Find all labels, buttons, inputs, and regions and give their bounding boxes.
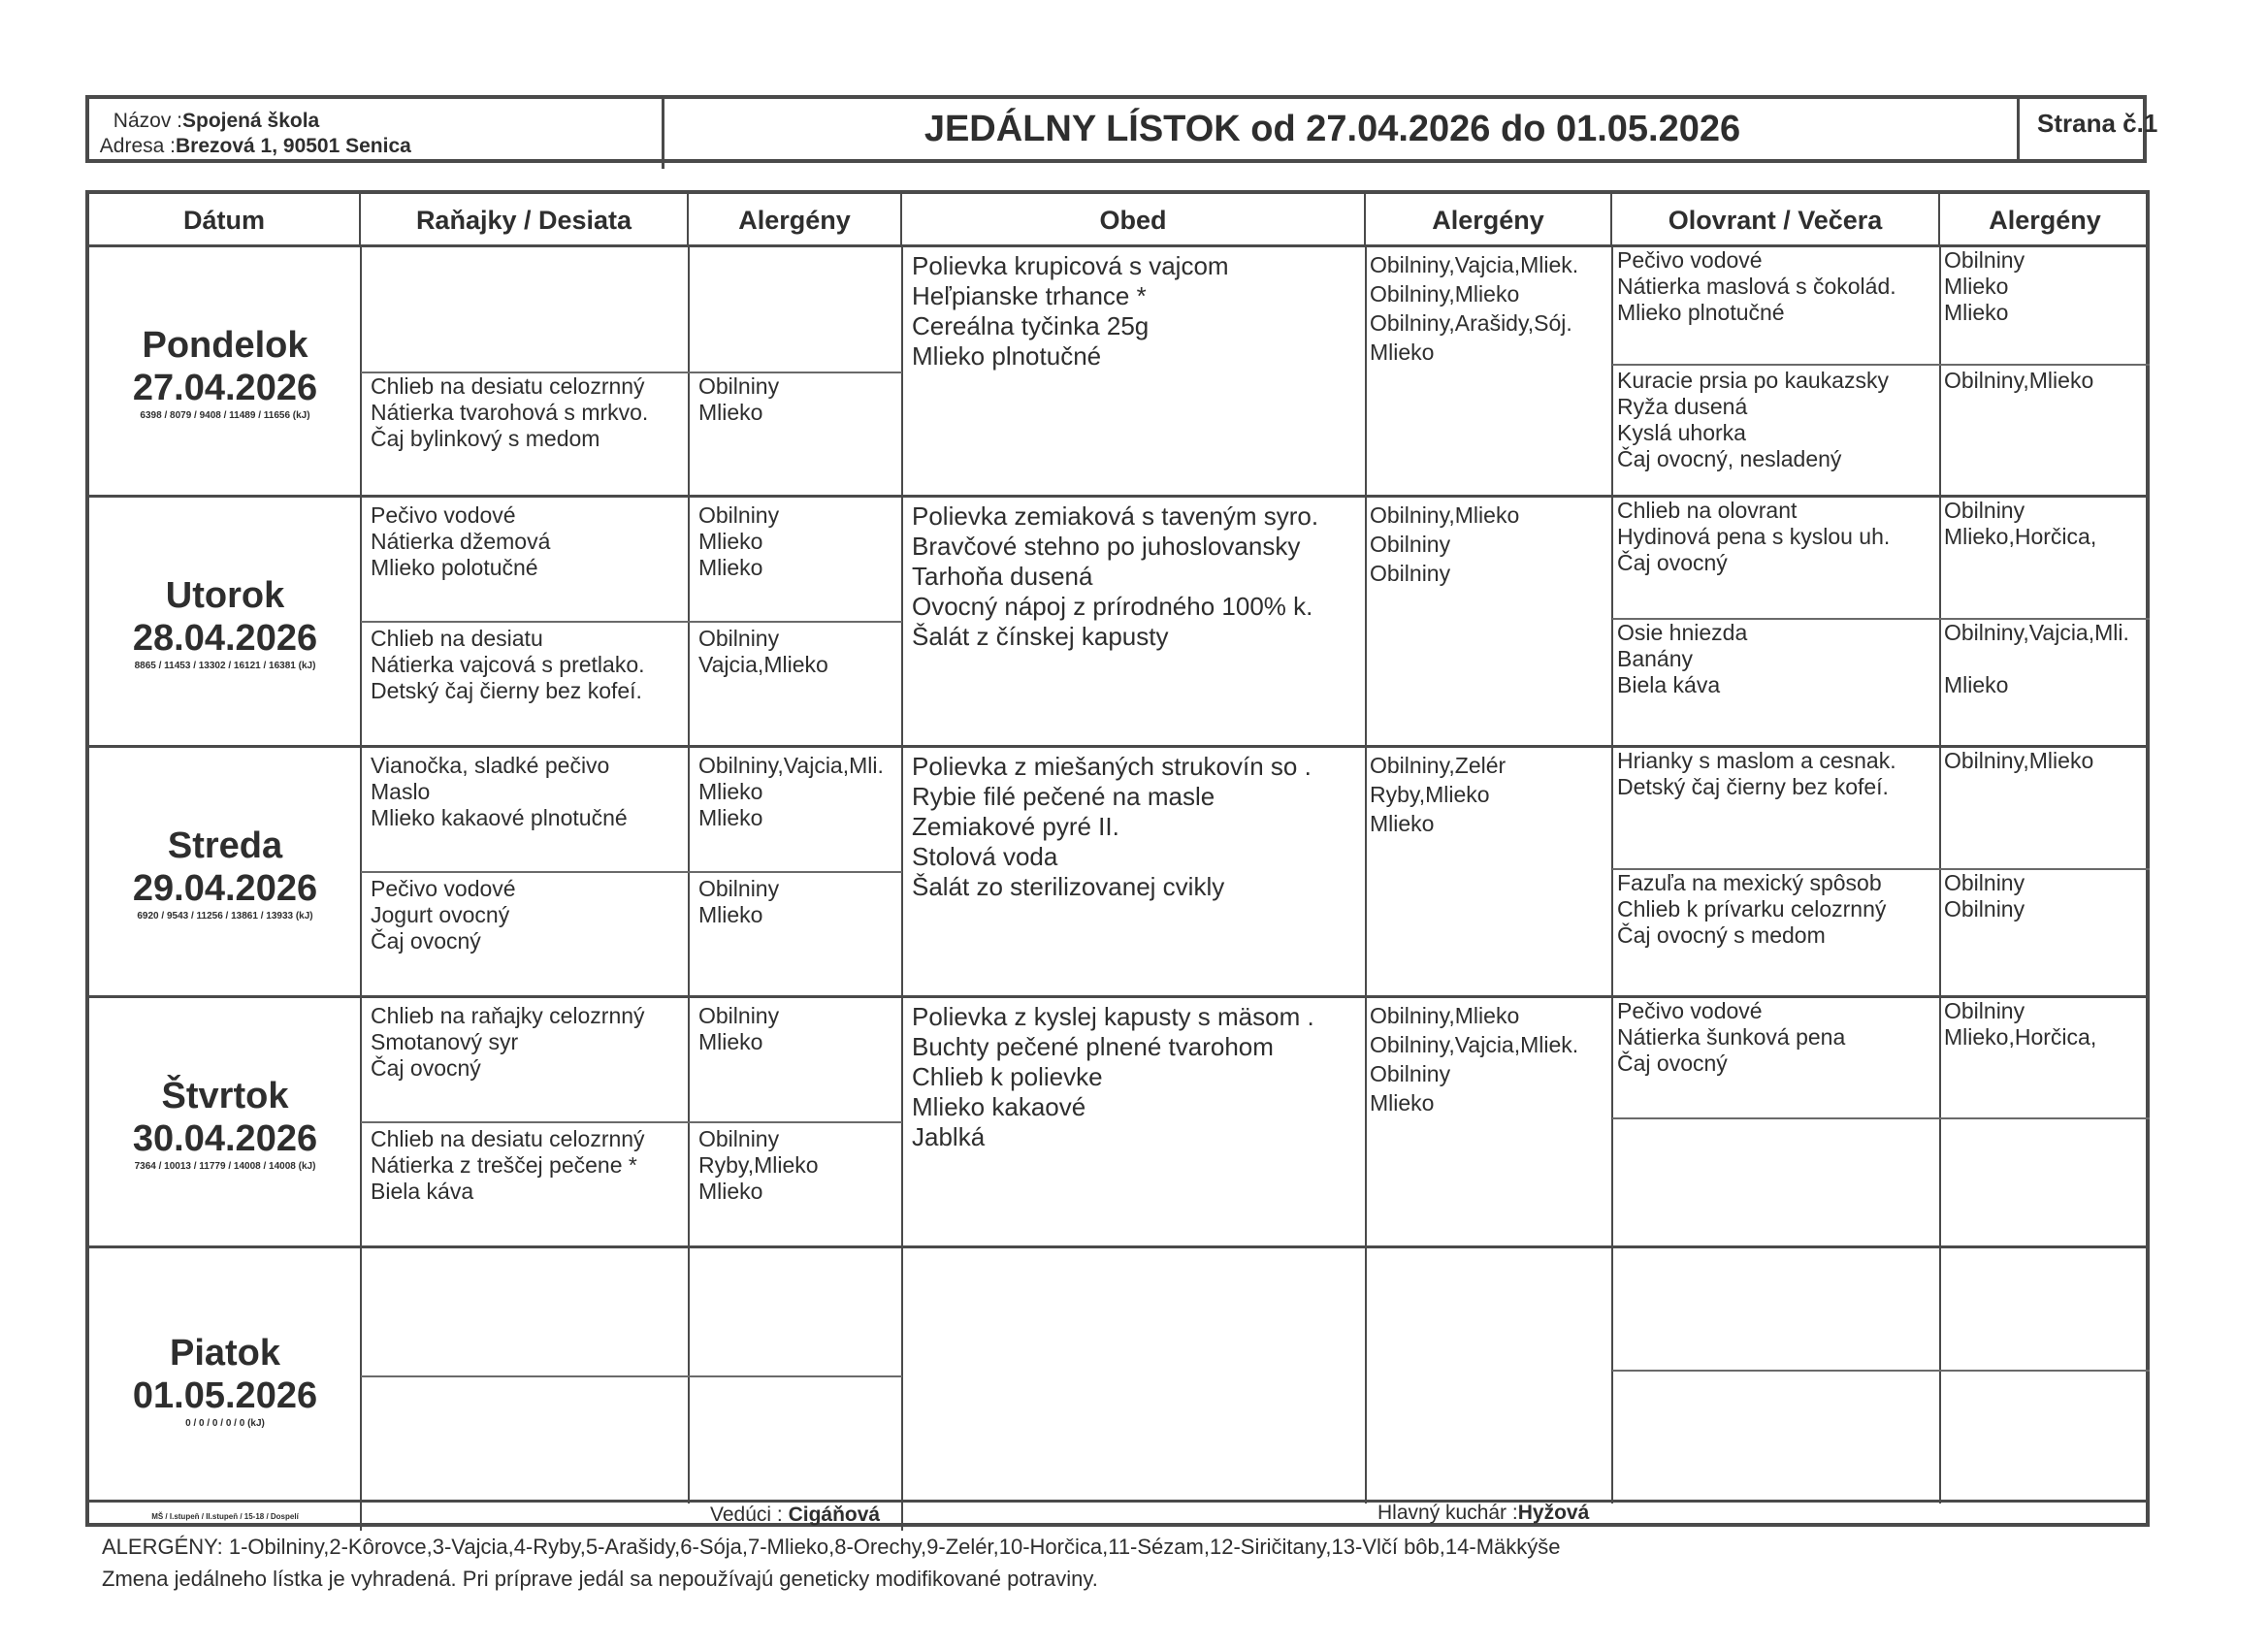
breakfast-allergens-line: Mlieko [698, 779, 763, 804]
lunch-items [912, 1002, 1314, 1152]
menu-note: Zmena jedálneho lístka je vyhradená. Pri príprave jedál sa nepoužívajú geneticky modifikované potraviny. [102, 1567, 1098, 1591]
breakfast-items-line: Vianočka, sladké pečivo [371, 753, 610, 778]
snack-allergens [698, 626, 828, 678]
breakfast-allergens-line: Mlieko [698, 1029, 763, 1054]
olovrant-items-line: Čaj ovocný [1617, 1051, 1728, 1076]
dinner-allergens [1944, 620, 2129, 698]
breakfast-items [371, 1003, 645, 1082]
page-number: Strana č.1 [2037, 109, 2158, 138]
snack-items-line: Biela káva [371, 1179, 474, 1204]
lunch-items-line: Polievka krupicová s vajcom [912, 251, 1229, 280]
day-cell [89, 1331, 361, 1432]
lunch-items-line: Tarhoňa dusená [912, 562, 1093, 591]
breakfast-allergens-line: Obilniny [698, 1003, 780, 1028]
dinner-items [1617, 870, 1886, 949]
day-name: Pondelok [142, 325, 308, 366]
olovrant-items-line: Pečivo vodové [1617, 247, 1763, 273]
document-header [85, 95, 2158, 163]
olovrant-items [1617, 748, 1896, 800]
breakfast-items-line: Pečivo vodové [371, 502, 516, 528]
lunch-items-line: Stolová voda [912, 842, 1058, 871]
col-header-snack: Olovrant / Večera [1612, 194, 1940, 247]
snack-items [371, 373, 648, 452]
chef-name: Hyžová [1517, 1502, 1590, 1524]
olovrant-items-line: Mlieko plnotučné [1617, 300, 1785, 325]
col-header-allergens-1: Alergény [689, 194, 902, 247]
lunch-items-line: Heľpianske trhance * [912, 281, 1147, 310]
lunch-items-line: Rybie filé pečené na masle [912, 782, 1215, 811]
dinner-allergens [1944, 870, 2025, 922]
olovrant-allergens-line: Mlieko,Horčica, [1944, 524, 2097, 549]
lunch-items-line: Zemiakové pyré II. [912, 812, 1119, 841]
page-title: JEDÁLNY LÍSTOK od 27.04.2026 do 01.05.2026 [648, 99, 2020, 159]
breakfast-items-line: Mlieko polotučné [371, 555, 538, 580]
snack-items-line: Pečivo vodové [371, 876, 516, 901]
day-date: 29.04.2026 [132, 868, 318, 909]
lunch-items [912, 251, 1229, 372]
lunch-items-line: Buchty pečené plnené tvarohom [912, 1032, 1274, 1061]
olovrant-allergens [1944, 247, 2025, 326]
school-address: Brezová 1, 90501 Senica [176, 135, 411, 157]
lunch-allergens-line: Obilniny [1370, 561, 1451, 586]
school-info [89, 99, 664, 169]
olovrant-items [1617, 498, 1890, 576]
olovrant-allergens-line: Obilniny,Mlieko [1944, 748, 2094, 773]
snack-allergens [698, 1126, 819, 1205]
col-header-allergens-3: Alergény [1940, 194, 2150, 247]
snack-items [371, 876, 516, 954]
col-header-breakfast: Raňajky / Desiata [361, 194, 689, 247]
olovrant-allergens-line: Obilniny [1944, 498, 2025, 523]
snack-items-line: Čaj ovocný [371, 928, 481, 954]
day-date: 28.04.2026 [132, 618, 318, 659]
olovrant-items-line: Nátierka šunková pena [1617, 1024, 1846, 1050]
lunch-allergens [1370, 751, 1506, 838]
day-kj: 7364 / 10013 / 11779 / 14008 / 14008 (kJ) [134, 1161, 316, 1172]
lunch-items-line: Ovocný nápoj z prírodného 100% k. [912, 592, 1313, 621]
snack-items-line: Nátierka z treščej pečene * [371, 1152, 637, 1178]
dinner-items-line: Čaj ovocný, nesladený [1617, 446, 1842, 471]
dinner-items-line: Chlieb k prívarku celozrnný [1617, 896, 1887, 922]
breakfast-items-line: Chlieb na raňajky celozrnný [371, 1003, 645, 1028]
dinner-items-line: Kyslá uhorka [1617, 420, 1746, 445]
day-kj: 6398 / 8079 / 9408 / 11489 / 11656 (kJ) [140, 410, 310, 421]
olovrant-allergens-line: Mlieko [1944, 300, 2009, 325]
lunch-allergens-line: Mlieko [1370, 1090, 1435, 1116]
olovrant-items [1617, 247, 1896, 326]
lunch-allergens-line: Mlieko [1370, 811, 1435, 836]
dinner-items-line: Biela káva [1617, 672, 1721, 697]
menu-table [85, 190, 2150, 1527]
col-header-date: Dátum [89, 194, 361, 247]
day-name: Streda [167, 825, 283, 866]
dinner-allergens [1944, 368, 2093, 394]
olovrant-items-line: Čaj ovocný [1617, 550, 1728, 575]
breakfast-allergens [698, 502, 779, 581]
day-cell [89, 1074, 361, 1175]
snack-items-line: Chlieb na desiatu celozrnný [371, 1126, 645, 1151]
day-date: 27.04.2026 [132, 368, 318, 408]
day-name: Utorok [165, 575, 285, 616]
dinner-items-line: Ryža dusená [1617, 394, 1748, 419]
snack-items-line: Čaj bylinkový s medom [371, 426, 600, 451]
breakfast-items-line: Smotanový syr [371, 1029, 519, 1054]
day-date: 30.04.2026 [132, 1118, 318, 1159]
col-header-lunch: Obed [902, 194, 1366, 247]
col-header-allergens-2: Alergény [1366, 194, 1612, 247]
day-kj: 0 / 0 / 0 / 0 / 0 (kJ) [185, 1418, 265, 1429]
dinner-items [1617, 620, 1747, 698]
lunch-allergens-line: Obilniny,Mlieko [1370, 1003, 1520, 1028]
snack-allergens [698, 876, 779, 928]
lunch-items-line: Polievka z miešaných strukovín so . [912, 752, 1312, 781]
dinner-items-line: Čaj ovocný s medom [1617, 922, 1826, 948]
olovrant-items-line: Chlieb na olovrant [1617, 498, 1798, 523]
lunch-allergens-line: Obilniny,Mlieko [1370, 502, 1520, 528]
lunch-items-line: Mlieko kakaové [912, 1092, 1086, 1121]
lunch-allergens-line: Mlieko [1370, 340, 1435, 365]
snack-items-line: Chlieb na desiatu [371, 626, 543, 651]
dinner-allergens-line: Mlieko [1944, 672, 2009, 697]
olovrant-items-line: Pečivo vodové [1617, 998, 1763, 1023]
snack-allergens-line: Obilniny [698, 876, 780, 901]
dinner-items-line: Osie hniezda [1617, 620, 1748, 645]
chef-label: Hlavný kuchár : [1377, 1502, 1518, 1524]
breakfast-allergens-line: Obilniny [698, 502, 780, 528]
snack-allergens-line: Mlieko [698, 400, 763, 425]
lunch-allergens [1370, 501, 1519, 588]
lunch-allergens-line: Obilniny,Arašidy,Sój. [1370, 310, 1572, 336]
breakfast-items-line: Čaj ovocný [371, 1055, 481, 1081]
lunch-items-line: Polievka z kyslej kapusty s mäsom . [912, 1002, 1314, 1031]
school-name: Spojená škola [182, 110, 320, 132]
dinner-allergens-line: Obilniny [1944, 896, 2025, 922]
dinner-allergens-line [1944, 646, 2129, 672]
dinner-items-line: Fazuľa na mexický spôsob [1617, 870, 1882, 895]
day-kj: 6920 / 9543 / 11256 / 13861 / 13933 (kJ) [137, 911, 313, 922]
snack-allergens-line: Mlieko [698, 902, 763, 927]
lunch-allergens-line: Obilniny,Mlieko [1370, 281, 1520, 307]
lunch-items-line: Polievka zemiaková s taveným syro. [912, 501, 1319, 531]
dinner-allergens-line: Obilniny [1944, 870, 2025, 895]
snack-allergens-line: Obilniny [698, 626, 780, 651]
breakfast-items-line: Mlieko kakaové plnotučné [371, 805, 628, 830]
day-name: Štvrtok [161, 1076, 289, 1116]
lunch-allergens [1370, 250, 1578, 367]
snack-items-line: Jogurt ovocný [371, 902, 510, 927]
snack-allergens-line: Obilniny [698, 1126, 780, 1151]
snack-items-line: Nátierka tvarohová s mrkvo. [371, 400, 649, 425]
name-label: Názov : [113, 110, 182, 132]
day-name: Piatok [169, 1333, 281, 1374]
allergen-legend: ALERGÉNY: 1-Obilniny,2-Kôrovce,3-Vajcia,4-Ryby,5-Arašidy,6-Sója,7-Mlieko,8-Orechy,9-Zelér,10-Horčica,11-Sézam,12-Siričitany,13-Vlčí bôb,14-Mäkkýše [102, 1535, 1561, 1559]
olovrant-allergens [1944, 498, 2096, 550]
manager-signature [710, 1504, 880, 1527]
day-cell [89, 323, 361, 424]
breakfast-items-line: Nátierka džemová [371, 529, 551, 554]
lunch-allergens-line: Obilniny,Vajcia,Mliek. [1370, 1032, 1579, 1057]
olovrant-allergens [1944, 748, 2093, 774]
snack-items-line: Chlieb na desiatu celozrnný [371, 373, 645, 399]
snack-allergens-line: Obilniny [698, 373, 780, 399]
day-cell [89, 573, 361, 674]
chef-signature [1377, 1502, 1589, 1525]
olovrant-items-line: Hrianky s maslom a cesnak. [1617, 748, 1896, 773]
day-cell [89, 824, 361, 924]
lunch-items-line: Bravčové stehno po juhoslovansky [912, 532, 1301, 561]
lunch-allergens-line: Ryby,Mlieko [1370, 782, 1490, 807]
olovrant-allergens-line: Mlieko [1944, 274, 2009, 299]
manager-label: Vedúci : [710, 1504, 783, 1526]
lunch-items-line: Jablká [912, 1122, 986, 1151]
snack-allergens-line: Mlieko [698, 1179, 763, 1204]
dinner-items-line: Banány [1617, 646, 1694, 671]
lunch-allergens-line: Obilniny [1370, 1061, 1451, 1086]
breakfast-items [371, 753, 628, 831]
olovrant-items-line: Nátierka maslová s čokolád. [1617, 274, 1896, 299]
dinner-allergens-line: Obilniny,Vajcia,Mli. [1944, 620, 2129, 645]
breakfast-allergens-line: Obilniny,Vajcia,Mli. [698, 753, 884, 778]
breakfast-allergens-line: Mlieko [698, 555, 763, 580]
breakfast-allergens-line: Mlieko [698, 529, 763, 554]
snack-items-line: Nátierka vajcová s pretlako. [371, 652, 645, 677]
lunch-allergens-line: Obilniny [1370, 532, 1451, 557]
snack-items-line: Detský čaj čierny bez kofeí. [371, 678, 642, 703]
lunch-items-line: Šalát z čínskej kapusty [912, 622, 1169, 651]
olovrant-allergens [1944, 998, 2096, 1051]
lunch-items-line: Šalát zo sterilizovanej cvikly [912, 872, 1225, 901]
dinner-allergens-line: Obilniny,Mlieko [1944, 368, 2094, 393]
lunch-allergens [1370, 1001, 1578, 1117]
olovrant-allergens-line: Obilniny [1944, 247, 2025, 273]
breakfast-allergens [698, 1003, 779, 1055]
snack-items [371, 626, 645, 704]
snack-allergens-line: Ryby,Mlieko [698, 1152, 819, 1178]
olovrant-allergens-line: Obilniny [1944, 998, 2025, 1023]
olovrant-items-line: Hydinová pena s kyslou uh. [1617, 524, 1891, 549]
breakfast-items-line: Maslo [371, 779, 431, 804]
day-kj: 8865 / 11453 / 13302 / 16121 / 16381 (kJ) [134, 661, 316, 671]
lunch-allergens-line: Obilniny,Vajcia,Mliek. [1370, 252, 1579, 277]
day-date: 01.05.2026 [132, 1375, 318, 1416]
breakfast-allergens-line: Mlieko [698, 805, 763, 830]
lunch-items-line: Cereálna tyčinka 25g [912, 311, 1150, 340]
breakfast-items [371, 502, 550, 581]
lunch-items [912, 752, 1312, 902]
dinner-items [1617, 368, 1889, 472]
breakfast-allergens [698, 753, 884, 831]
snack-items [371, 1126, 645, 1205]
dinner-items-line: Kuracie prsia po kaukazsky [1617, 368, 1889, 393]
target-groups: MŠ / I.stupeň / II.stupeň / 15-18 / Dospelí [151, 1512, 299, 1521]
lunch-allergens-line: Obilniny,Zelér [1370, 753, 1507, 778]
lunch-items-line: Mlieko plnotučné [912, 341, 1102, 371]
lunch-items [912, 501, 1318, 652]
manager-name: Cigáňová [788, 1504, 881, 1526]
olovrant-allergens-line: Mlieko,Horčica, [1944, 1024, 2097, 1050]
olovrant-items [1617, 998, 1845, 1077]
address-label: Adresa : [99, 135, 176, 157]
lunch-items-line: Chlieb k polievke [912, 1062, 1103, 1091]
snack-allergens [698, 373, 779, 426]
olovrant-items-line: Detský čaj čierny bez kofeí. [1617, 774, 1889, 799]
snack-allergens-line: Vajcia,Mlieko [698, 652, 828, 677]
